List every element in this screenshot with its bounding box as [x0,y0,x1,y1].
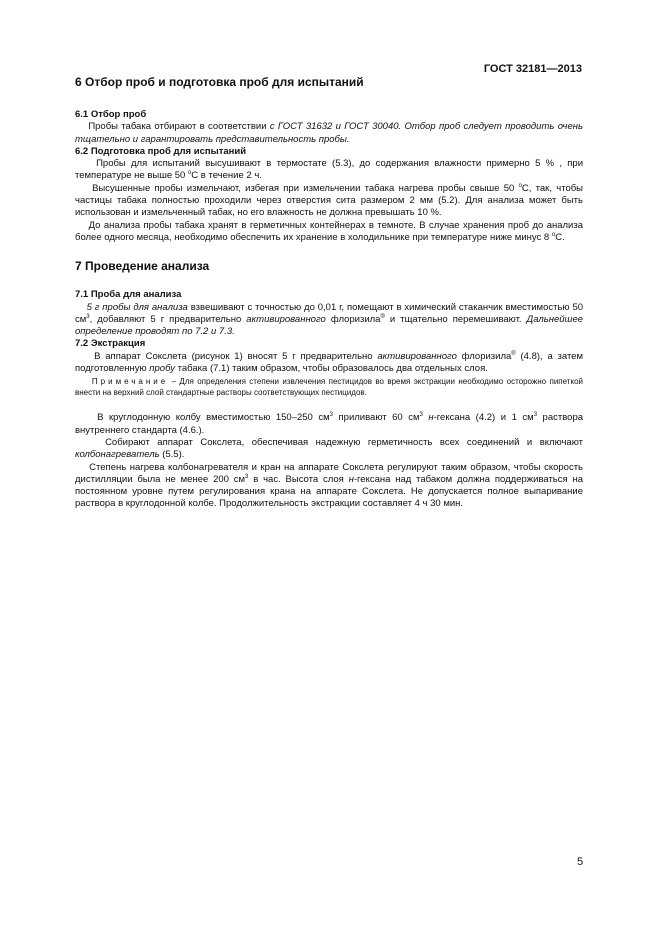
paragraph-6-1: Пробы табака отбирают в соответствии с ГОСТ 31632 и ГОСТ 30040. Отбор проб следует проводить очень тщательно и гарантировать представительность пробы. [75,121,583,145]
page-content [75,74,583,511]
paragraph-7-2-assembly: Собирают аппарат Сокслета, обеспечивая надежную герметичность всех соединений и включают колбонагреватель (5.5). [75,436,583,461]
paragraph-7-1: 5 г пробы для анализа взвешивают с точностью до 0,01 г, помещают в химический стаканчик вместимостью 50 $см^3$, добавляют 5 г предварительно активированного флоризила® и тщательно перемешивают. Дальнейшее определение проводят по 7.2 и 7.3. [75,301,584,338]
subsection-6-2-title: 6.2 Подготовка проб для испытаний [75,145,247,157]
paragraph-7-2-soxhlet: В аппарат Сокслета (рисунок 1) вносят 5 г предварительно активированного флоризила® (4.8), а затем подготовленную пробу табака (7.1) таким образом, чтобы образовалось два отдельных слоя. [75,350,583,375]
document-code: ГОСТ 32181—2013 [483,63,582,75]
section-7-title: 7 Проведение анализа [75,259,210,274]
paragraph-6-2-grinding: Высушенные пробы измельчают, избегая при измельчении табака нагрева пробы свыше 50 $^o$С, так, чтобы частицы табака полностью проходили через отверстия сита размером 2 мм (5.2). Для анализа может быть использован и измельченный табак, но его влажность не должна превышать 10 %. [75,182,583,219]
paragraph-6-2-storage: До анализа пробы табака хранят в герметичных контейнерах в темноте. В случае хранения проб до анализа более одного месяца, необходимо обеспечить их хранение в холодильнике при температуре ниже минус 8 $^o$С. [75,219,583,243]
subsection-7-1-title: 7.1 Проба для анализа [75,289,182,301]
subsection-6-1-title: 6.1 Отбор проб [75,109,147,120]
page-number: 5 [577,856,584,868]
note: Примечание – Для определения степени извлечения пестицидов во время экстракции необходимо осторожно пипеткой внести на верхний слой стандартные растворы соответствующих пестицидов. [75,377,583,398]
section-6-title: 6 Отбор проб и подготовка проб для испытаний [75,75,364,89]
subsection-7-2-title: 7.2 Экстракция [75,338,146,350]
paragraph-7-2-heating: Степень нагрева колбонагревателя и кран на аппарате Сокслета регулируют таким образом, чтобы скорость дистилляции была не менее 200 $см^3$ в час. Высота слоя н-гексана над табаком должна поддерживаться на постоянном уровне путем регулирования крана на аппарате Сокслета. Не допускается полное выпаривание раствора в круглодонной колбе. Продолжительность экстракции составляет 4 ч 30 мин. [75,461,584,510]
note-label: Примечание [91,377,169,387]
paragraph-6-2-drying: Пробы для испытаний высушивают в термостате (5.3), до содержания влажности примерно 5 % , при температуре не выше 50 $^o$С в течение 2 ч. [75,158,583,182]
paragraph-7-2-flask: В круглодонную колбу вместимостью 150–250 $см^3$ приливают 60 $см^3$ н-гексана (4.2) и 1 $см^3$ раствора внутреннего стандарта (4.6.). [75,412,584,436]
